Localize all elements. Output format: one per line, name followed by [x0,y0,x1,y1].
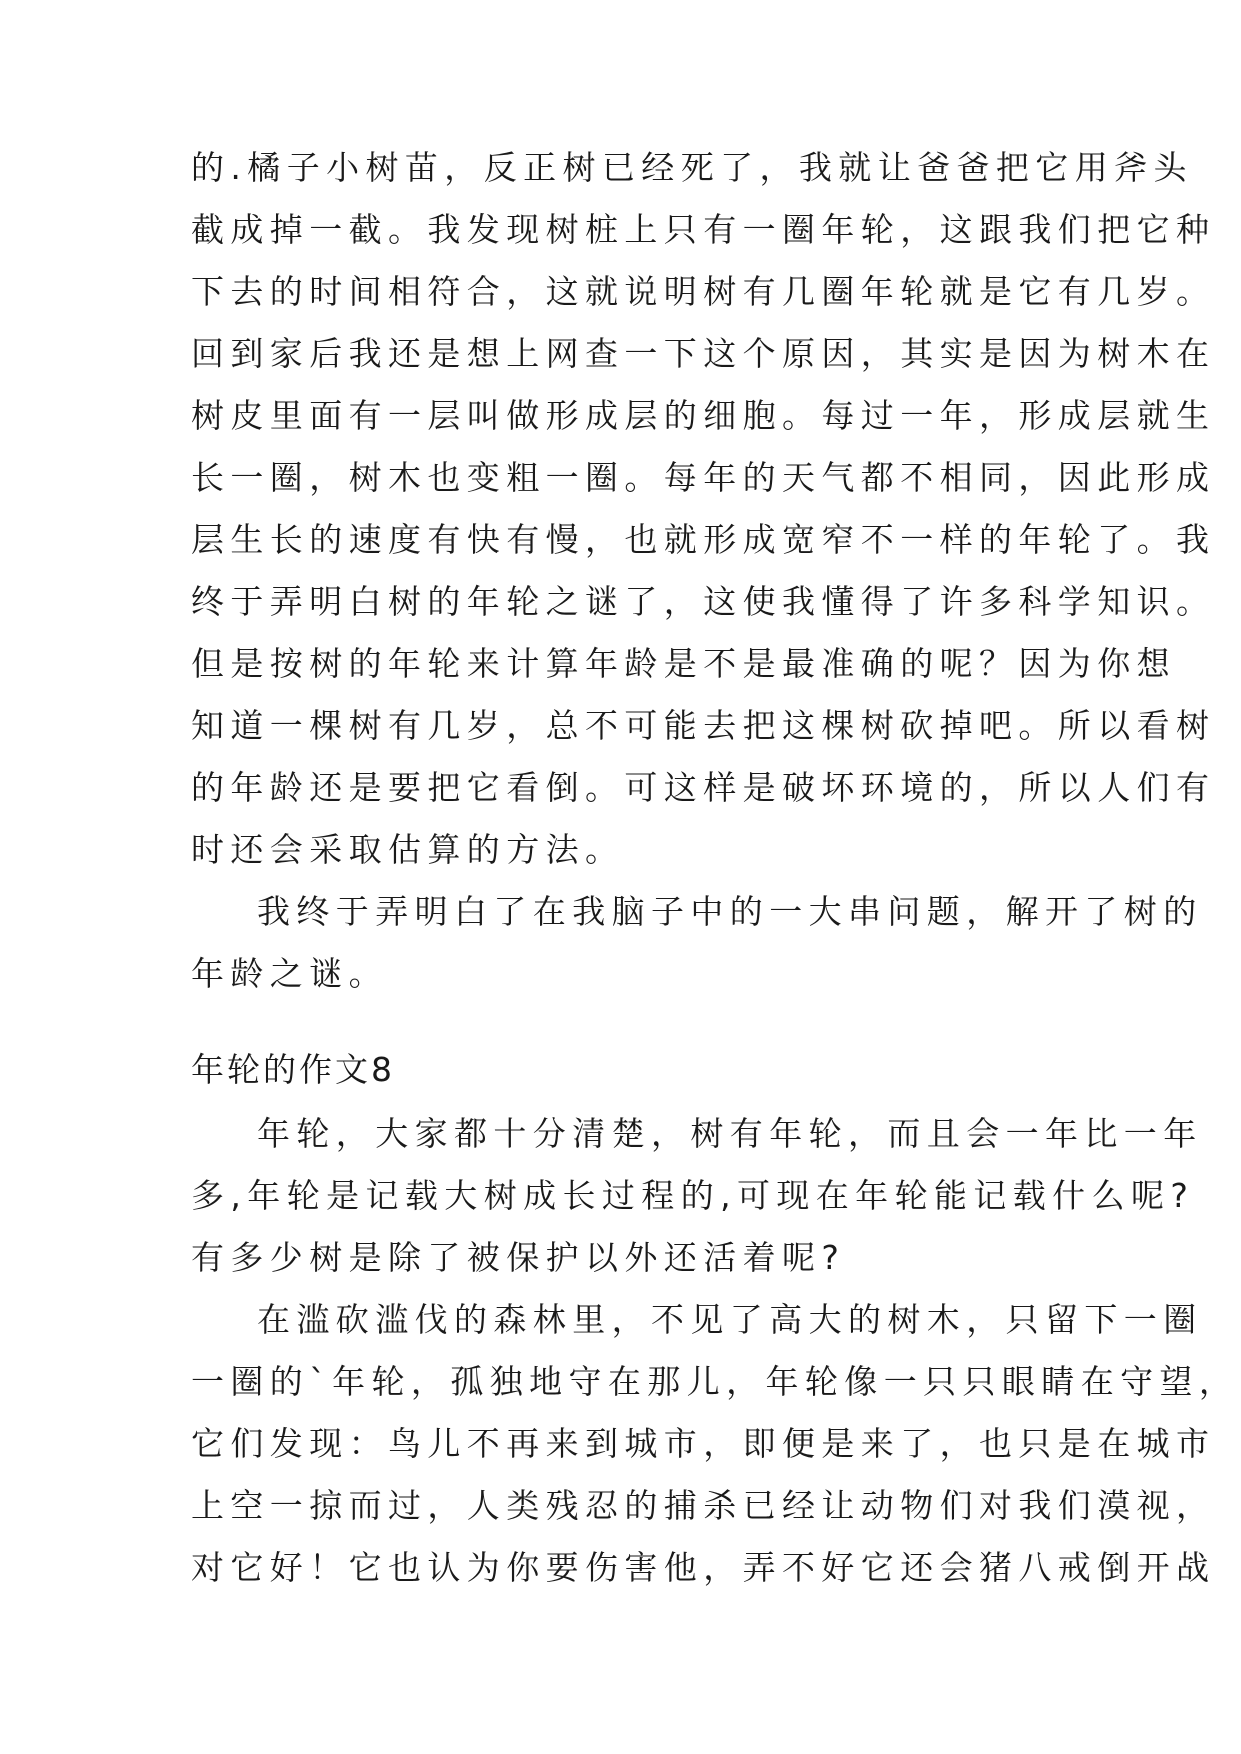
text-line: 终于弄明白树的年轮之谜了，这使我懂得了许多科学知识。 [191,582,1216,621]
text-line: 它们发现：鸟儿不再来到城市，即便是来了，也只是在城市 [191,1424,1216,1463]
section-heading: 年轮的作文8 [191,1050,395,1089]
text-line: 一圈的`年轮，孤独地守在那儿，年轮像一只只眼睛在守望， [191,1362,1239,1401]
text-line: 树皮里面有一层叫做形成层的细胞。每过一年，形成层就生 [191,396,1216,435]
text-line: 知道一棵树有几岁，总不可能去把这棵树砍掉吧。所以看树 [191,706,1216,745]
paragraph-start: 年轮，大家都十分清楚，树有年轮，而且会一年比一年 [257,1114,1203,1153]
text-line: 长一圈，树木也变粗一圈。每年的天气都不相同，因此形成 [191,458,1216,497]
text-line: 多,年轮是记载大树成长过程的,可现在年轮能记载什么呢? [191,1176,1195,1215]
text-line: 对它好！它也认为你要伤害他，弄不好它还会猪八戒倒开战 [191,1548,1216,1587]
text-line: 的.橘子小树苗，反正树已经死了，我就让爸爸把它用斧头 [191,148,1193,187]
text-line: 层生长的速度有快有慢，也就形成宽窄不一样的年轮了。我 [191,520,1216,559]
text-line: 但是按树的年轮来计算年龄是不是最准确的呢？因为你想 [191,644,1176,683]
text-line: 时还会采取估算的方法。 [191,830,625,869]
text-line: 下去的时间相符合，这就说明树有几圈年轮就是它有几岁。 [191,272,1216,311]
text-line: 回到家后我还是想上网查一下这个原因，其实是因为树木在 [191,334,1216,373]
text-line: 有多少树是除了被保护以外还活着呢? [191,1238,846,1277]
text-line: 截成掉一截。我发现树桩上只有一圈年轮，这跟我们把它种 [191,210,1216,249]
paragraph-start: 我终于弄明白了在我脑子中的一大串问题，解开了树的 [257,892,1203,931]
text-line: 上空一掠而过，人类残忍的捕杀已经让动物们对我们漠视， [191,1486,1216,1525]
text-line: 年龄之谜。 [191,954,388,993]
text-line: 的年龄还是要把它看倒。可这样是破坏环境的，所以人们有 [191,768,1216,807]
paragraph-start: 在滥砍滥伐的森林里，不见了高大的树木，只留下一圈 [257,1300,1203,1339]
